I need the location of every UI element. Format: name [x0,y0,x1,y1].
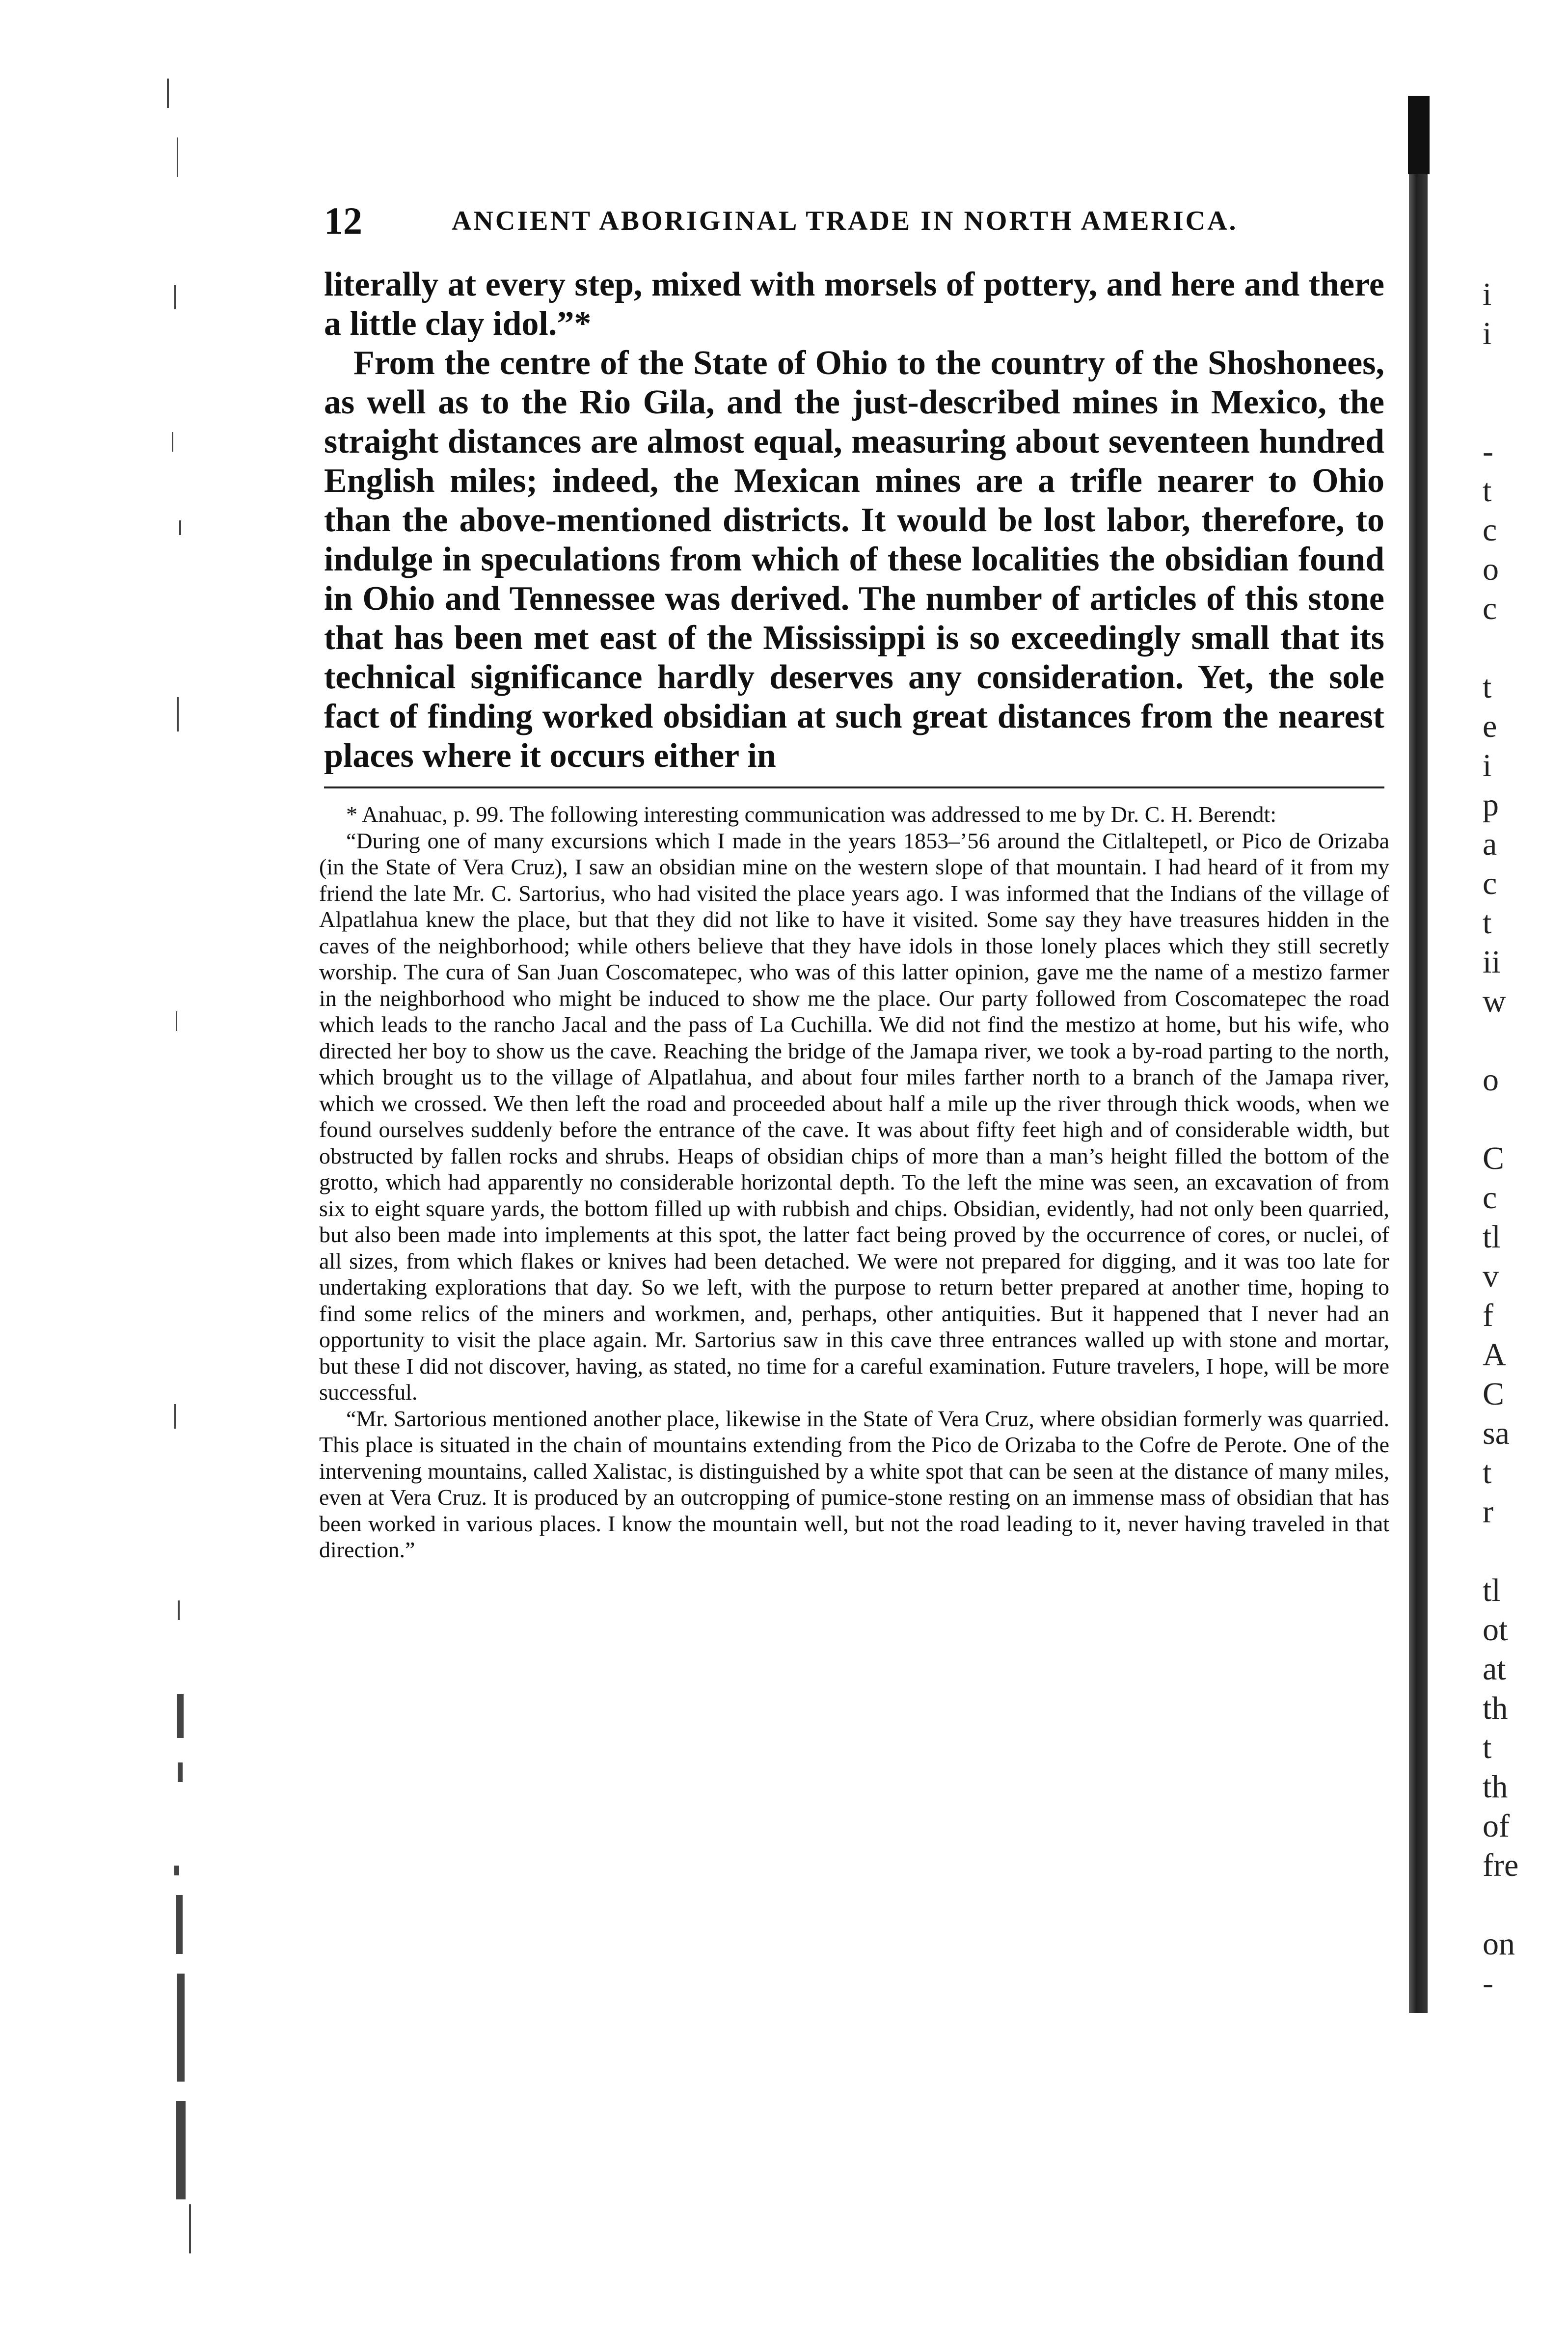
facing-page-fragment [1483,353,1568,393]
facing-page-fragment: ot [1483,1612,1508,1648]
facing-page-fragment: t [1483,669,1492,705]
running-header [324,194,1389,248]
footnote-quote-paragraph: “Mr. Sartorious mentioned another place, likewise in the State of Vera Cruz, where obsidian formerly was quarried. This place is situated in the chain of mountains extending from the Pico de Orizaba to the Cofre de Perote. One of the intervening mountains, called Xalistac, is distinguished by a white spot that can be seen at the distance of many miles, even at Vera Cruz. It is produced by an outcropping of pumice-stone resting on an immense mass of obsidian that has been worked in various places. I know the mountain well, but not the road leading to it, never having traveled in that direction.” [319,1406,1389,1562]
footnote-divider [324,786,1384,788]
facing-page-fragments [1483,275,1568,2003]
facing-page-fragment: w [1483,983,1506,1019]
facing-page-fragment: r [1483,1494,1493,1530]
facing-page-fragment: of [1483,1808,1510,1844]
facing-page-fragment [1483,393,1568,432]
facing-page-fragment: ii [1483,944,1501,980]
body-paragraph-continuation: literally at every step, mixed with morsels of pottery, and here and there a little clay idol.”* [324,266,1384,343]
book-gutter-shadow-top [1408,96,1430,174]
facing-page-fragment: at [1483,1651,1506,1687]
facing-page-fragment [1483,1021,1568,1060]
facing-page-fragment: t [1483,1455,1492,1490]
main-body-text [324,265,1384,776]
book-gutter-shadow [1409,98,1428,2013]
facing-page-fragment [1483,1885,1568,1924]
facing-page-fragment [1483,628,1568,668]
facing-page-fragment: C [1483,1140,1505,1176]
running-title: ANCIENT ABORIGINAL TRADE IN NORTH AMERICA. [452,206,1238,236]
facing-page-fragment: o [1483,1062,1499,1098]
scan-margin-artifacts [147,79,206,2288]
facing-page-fragment: tl [1483,1219,1501,1255]
facing-page-fragment: c [1483,591,1497,626]
body-paragraph: From the centre of the State of Ohio to the country of the Shoshonees, as well as to the Rio Gila, and the just-described mines in Mexico, the straight distances are almost equal, measuring about seventeen hundred English miles; indeed, the Mexican mines are a trifle nearer to Ohio than the above-mentioned districts. It would be lost labor, therefore, to indulge in speculations from which of these localities the obsidian found in Ohio and Tennessee was derived. The number of articles of this stone that has been met east of the Mississippi is so exceedingly small that its technical significance hardly deserves any consideration. Yet, the sole fact of finding worked obsidian at such great distances from the nearest places where it occurs either in [324,344,1384,775]
facing-page-fragment: A [1483,1337,1506,1373]
facing-page-fragment: c [1483,512,1497,548]
facing-page-fragment [1483,1532,1568,1571]
facing-page-fragment: v [1483,1258,1499,1294]
facing-page-fragment: c [1483,1180,1497,1216]
page-number: 12 [324,199,362,242]
facing-page-fragment: i [1483,276,1492,312]
facing-page-fragment: p [1483,787,1499,823]
facing-page-fragment: fre [1483,1847,1519,1883]
footnote-intro: * Anahuac, p. 99. The following interesting communication was addressed to me by Dr. C. H. Berendt: [346,802,1277,827]
facing-page-fragment: f [1483,1298,1493,1333]
facing-page-fragment [1483,1100,1568,1139]
facing-page-fragment: C [1483,1376,1505,1412]
facing-page-fragment: t [1483,473,1492,509]
facing-page-fragment: o [1483,551,1499,587]
facing-page-fragment: i [1483,748,1492,784]
facing-page-fragment: - [1483,1965,1493,2001]
facing-page-fragment: sa [1483,1415,1510,1451]
facing-page-fragment: e [1483,708,1497,744]
facing-page-fragment: c [1483,866,1497,901]
facing-page-fragment: on [1483,1926,1515,1962]
facing-page-fragment: th [1483,1690,1508,1726]
facing-page-fragment: t [1483,1730,1492,1765]
footnote-quote-paragraph: “During one of many excursions which I made in the years 1853–’56 around the Citlaltepetl, or Pico de Orizaba (in the State of Vera Cruz), I saw an obsidian mine on the western slope of that mountain. I had heard of it from my friend the late Mr. C. Sartorius, who had visited the place years ago. I was informed that the Indians of the village of Alpatlahua knew the place, but that they did not like to have it visited. Some say they have treasures hidden in the caves of the neighborhood; while others believe that they have idols in those lonely places which they still secretly worship. The cura of San Juan Coscomatepec, who was of this latter opinion, gave me the name of a mestizo farmer in the neighborhood who might be induced to show me the place. Our party followed from Coscomatepec the road which leads to the rancho Jacal and the pass of La Cuchilla. We did not find the mestizo at home, but his wife, who directed her boy to show us the cave. Reaching the bridge of the Jamapa river, we took a by-road parting to the north, which brought us to the village of Alpatlahua, and about four miles farther north to a branch of the Jamapa river, which we crossed. We then left the road and proceeded about half a mile up the river through thick woods, when we found ourselves suddenly before the entrance of the cave. It was about fifty feet high and of considerable width, but obstructed by fallen rocks and shrubs. Heaps of obsidian chips of more than a man’s height filled the bottom of the grotto, which had apparently no considerable horizontal depth. To the left the mine was seen, an excavation of from six to eight square yards, the bottom filled up with rubbish and chips. Obsidian, evidently, had not only been quarried, but also been made into implements at this spot, the latter fact being proved by the occurrence of cores, or nuclei, of all sizes, from which flakes or knives had been detached. We were not prepared for digging, and it was too late for undertaking explorations that day. So we left, with the purpose to return better prepared at another time, hoping to find some relics of the miners and workmen, and, perhaps, other antiquities. But it happened that I never had an opportunity to visit the place again. Mr. Sartorius saw in this cave three entrances walled up with stone and mortar, but these I did not discover, having, as stated, no time for a careful examination. Future travelers, I hope, will be more successful. [319,828,1389,1405]
facing-page-fragment: th [1483,1769,1508,1805]
facing-page-fragment: tl [1483,1572,1501,1608]
facing-page-fragment: t [1483,905,1492,941]
facing-page-fragment: a [1483,826,1497,862]
footnote [319,801,1389,1563]
facing-page-fragment: - [1483,433,1493,469]
facing-page-fragment: i [1483,316,1492,352]
